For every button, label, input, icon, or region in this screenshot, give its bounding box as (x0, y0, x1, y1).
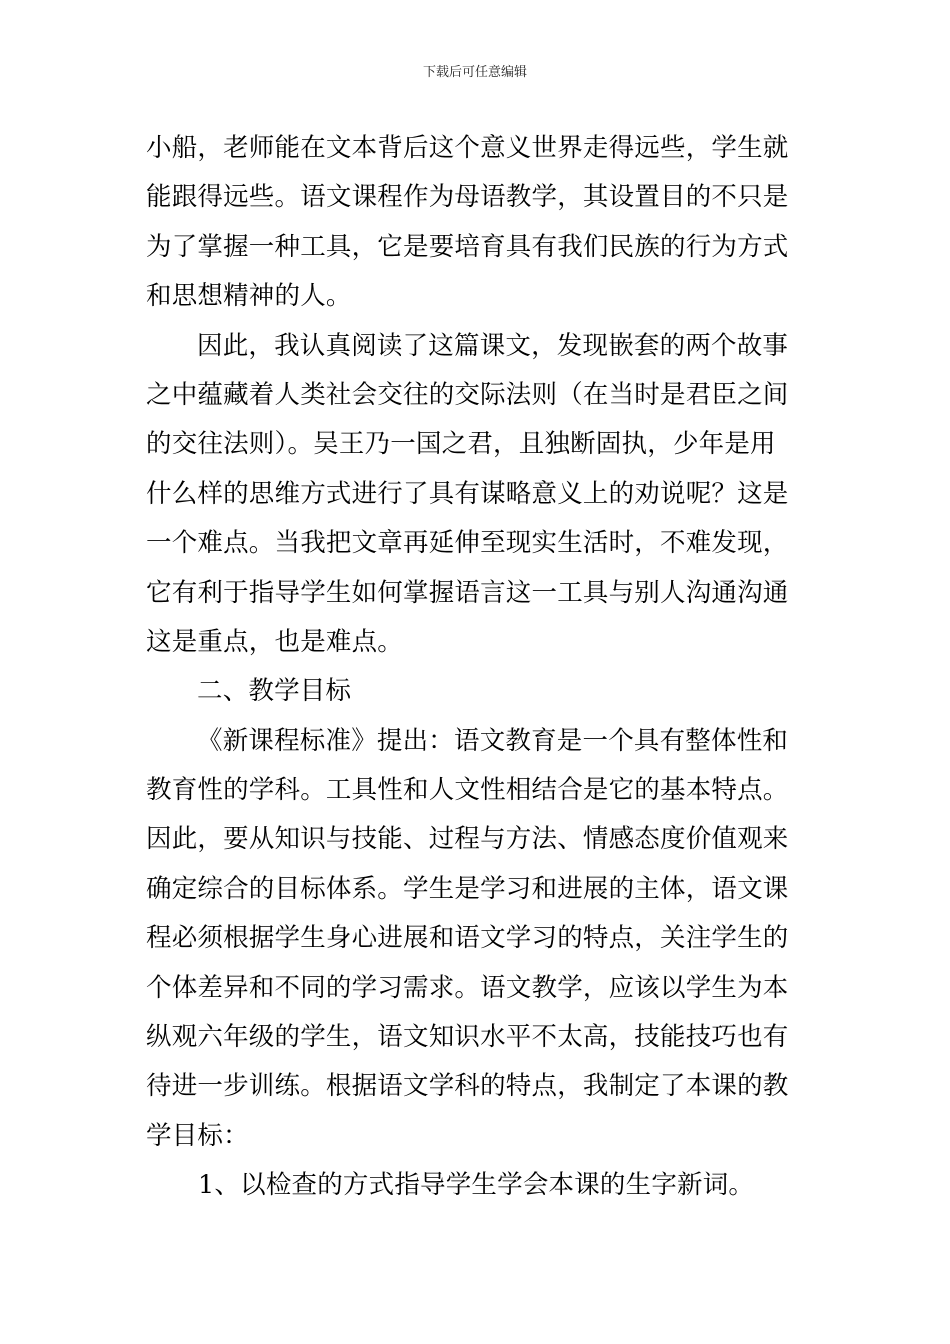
text-line: 一个难点。当我把文章再延伸至现实生活时，不难发现， (146, 528, 789, 559)
text-line: 程必须根据学生身心进展和语文学习的特点，关注学生的 (146, 923, 789, 954)
text-line: 能跟得远些。语文课程作为母语教学，其设置目的不只是 (146, 182, 789, 213)
list-item: 1、以检查的方式指导学生学会本课的生字新词。 (198, 1170, 755, 1201)
text-line: 个体差异和不同的学习需求。语文教学，应该以学生为本 (146, 972, 789, 1003)
text-line: 确定综合的目标体系。学生是学习和进展的主体，语文课 (146, 873, 789, 904)
text-line: 因此，要从知识与技能、过程与方法、情感态度价值观来 (146, 824, 789, 855)
text-line: 什么样的思维方式进行了具有谋略意义上的劝说呢？这是 (146, 478, 789, 509)
text-line: 之中蕴藏着人类社会交往的交际法则（在当时是君臣之间 (146, 379, 789, 410)
text-line: 学目标： (146, 1120, 249, 1151)
text-line: 的交往法则）。吴王乃一国之君，且独断固执，少年是用 (146, 429, 776, 460)
text-line: 为了掌握一种工具，它是要培育具有我们民族的行为方式 (146, 231, 789, 262)
section-heading: 二、教学目标 (197, 676, 352, 707)
document-body (146, 124, 808, 1211)
text-line: 纵观六年级的学生，语文知识水平不太高，技能技巧也有 (146, 1022, 789, 1053)
text-line: 小船，老师能在文本背后这个意义世界走得远些，学生就 (146, 133, 789, 163)
paragraph-first-line: 因此，我认真阅读了这篇课文，发现嵌套的两个故事 (197, 330, 789, 361)
text-line: 待进一步训练。根据语文学科的特点，我制定了本课的教 (146, 1071, 789, 1102)
text-line: 和思想精神的人。 (146, 281, 352, 312)
text-line: 它有利于指导学生如何掌握语言这一工具与别人沟通沟通 (146, 577, 789, 608)
page-header: 下载后可任意编辑 (422, 65, 527, 80)
text-line: 这是重点，也是难点。 (146, 626, 404, 657)
text-line: 教育性的学科。工具性和人文性相结合是它的基本特点。 (146, 775, 789, 806)
paragraph-first-line: 《新课程标准》提出：语文教育是一个具有整体性和 (197, 725, 789, 756)
